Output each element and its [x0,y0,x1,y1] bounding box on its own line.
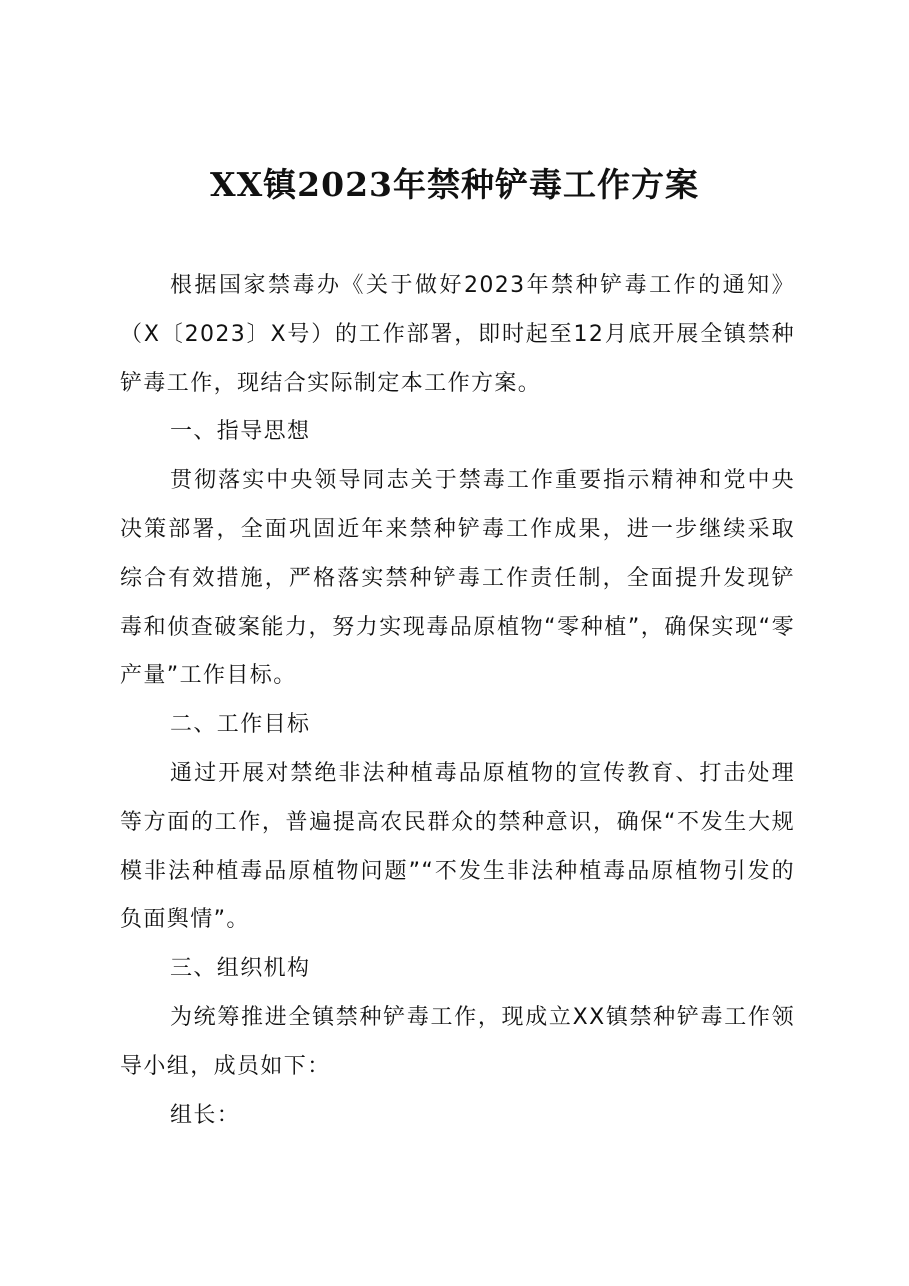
guiding-ideology-paragraph: 贯彻落实中央领导同志关于禁毒工作重要指示精神和党中央决策部署，全面巩固近年来禁种铲毒工作成果，进一步继续采取综合有效措施，严格落实禁种铲毒工作责任制，全面提升发现铲毒和侦查破案能力，努力实现毒品原植物“零种植”，确保实现“零产量”工作目标。 [120,468,795,689]
organization-paragraph: 为统筹推进全镇禁种铲毒工作，现成立XX镇禁种铲毒工作领导小组，成员如下： [120,1004,795,1079]
document-title: XX镇2023年禁种铲毒工作方案 [209,165,700,204]
section-heading-work-goals: 二、工作目标 [170,712,311,738]
section-heading-guiding-ideology: 一、指导思想 [170,419,311,445]
team-leader-line: 组长： [170,1102,241,1128]
intro-paragraph: 根据国家禁毒办《关于做好2023年禁种铲毒工作的通知》（X〔2023〕X号）的工作部署，即时起至12月底开展全镇禁种铲毒工作，现结合实际制定本工作方案。 [120,273,795,396]
work-goals-paragraph: 通过开展对禁绝非法种植毒品原植物的宣传教育、打击处理等方面的工作，普遍提高农民群众的禁种意识，确保“不发生大规模非法种植毒品原植物问题”“不发生非法种植毒品原植物引发的负面舆情”。 [120,760,795,933]
section-heading-organization: 三、组织机构 [170,956,311,982]
document-body [120,262,795,1140]
